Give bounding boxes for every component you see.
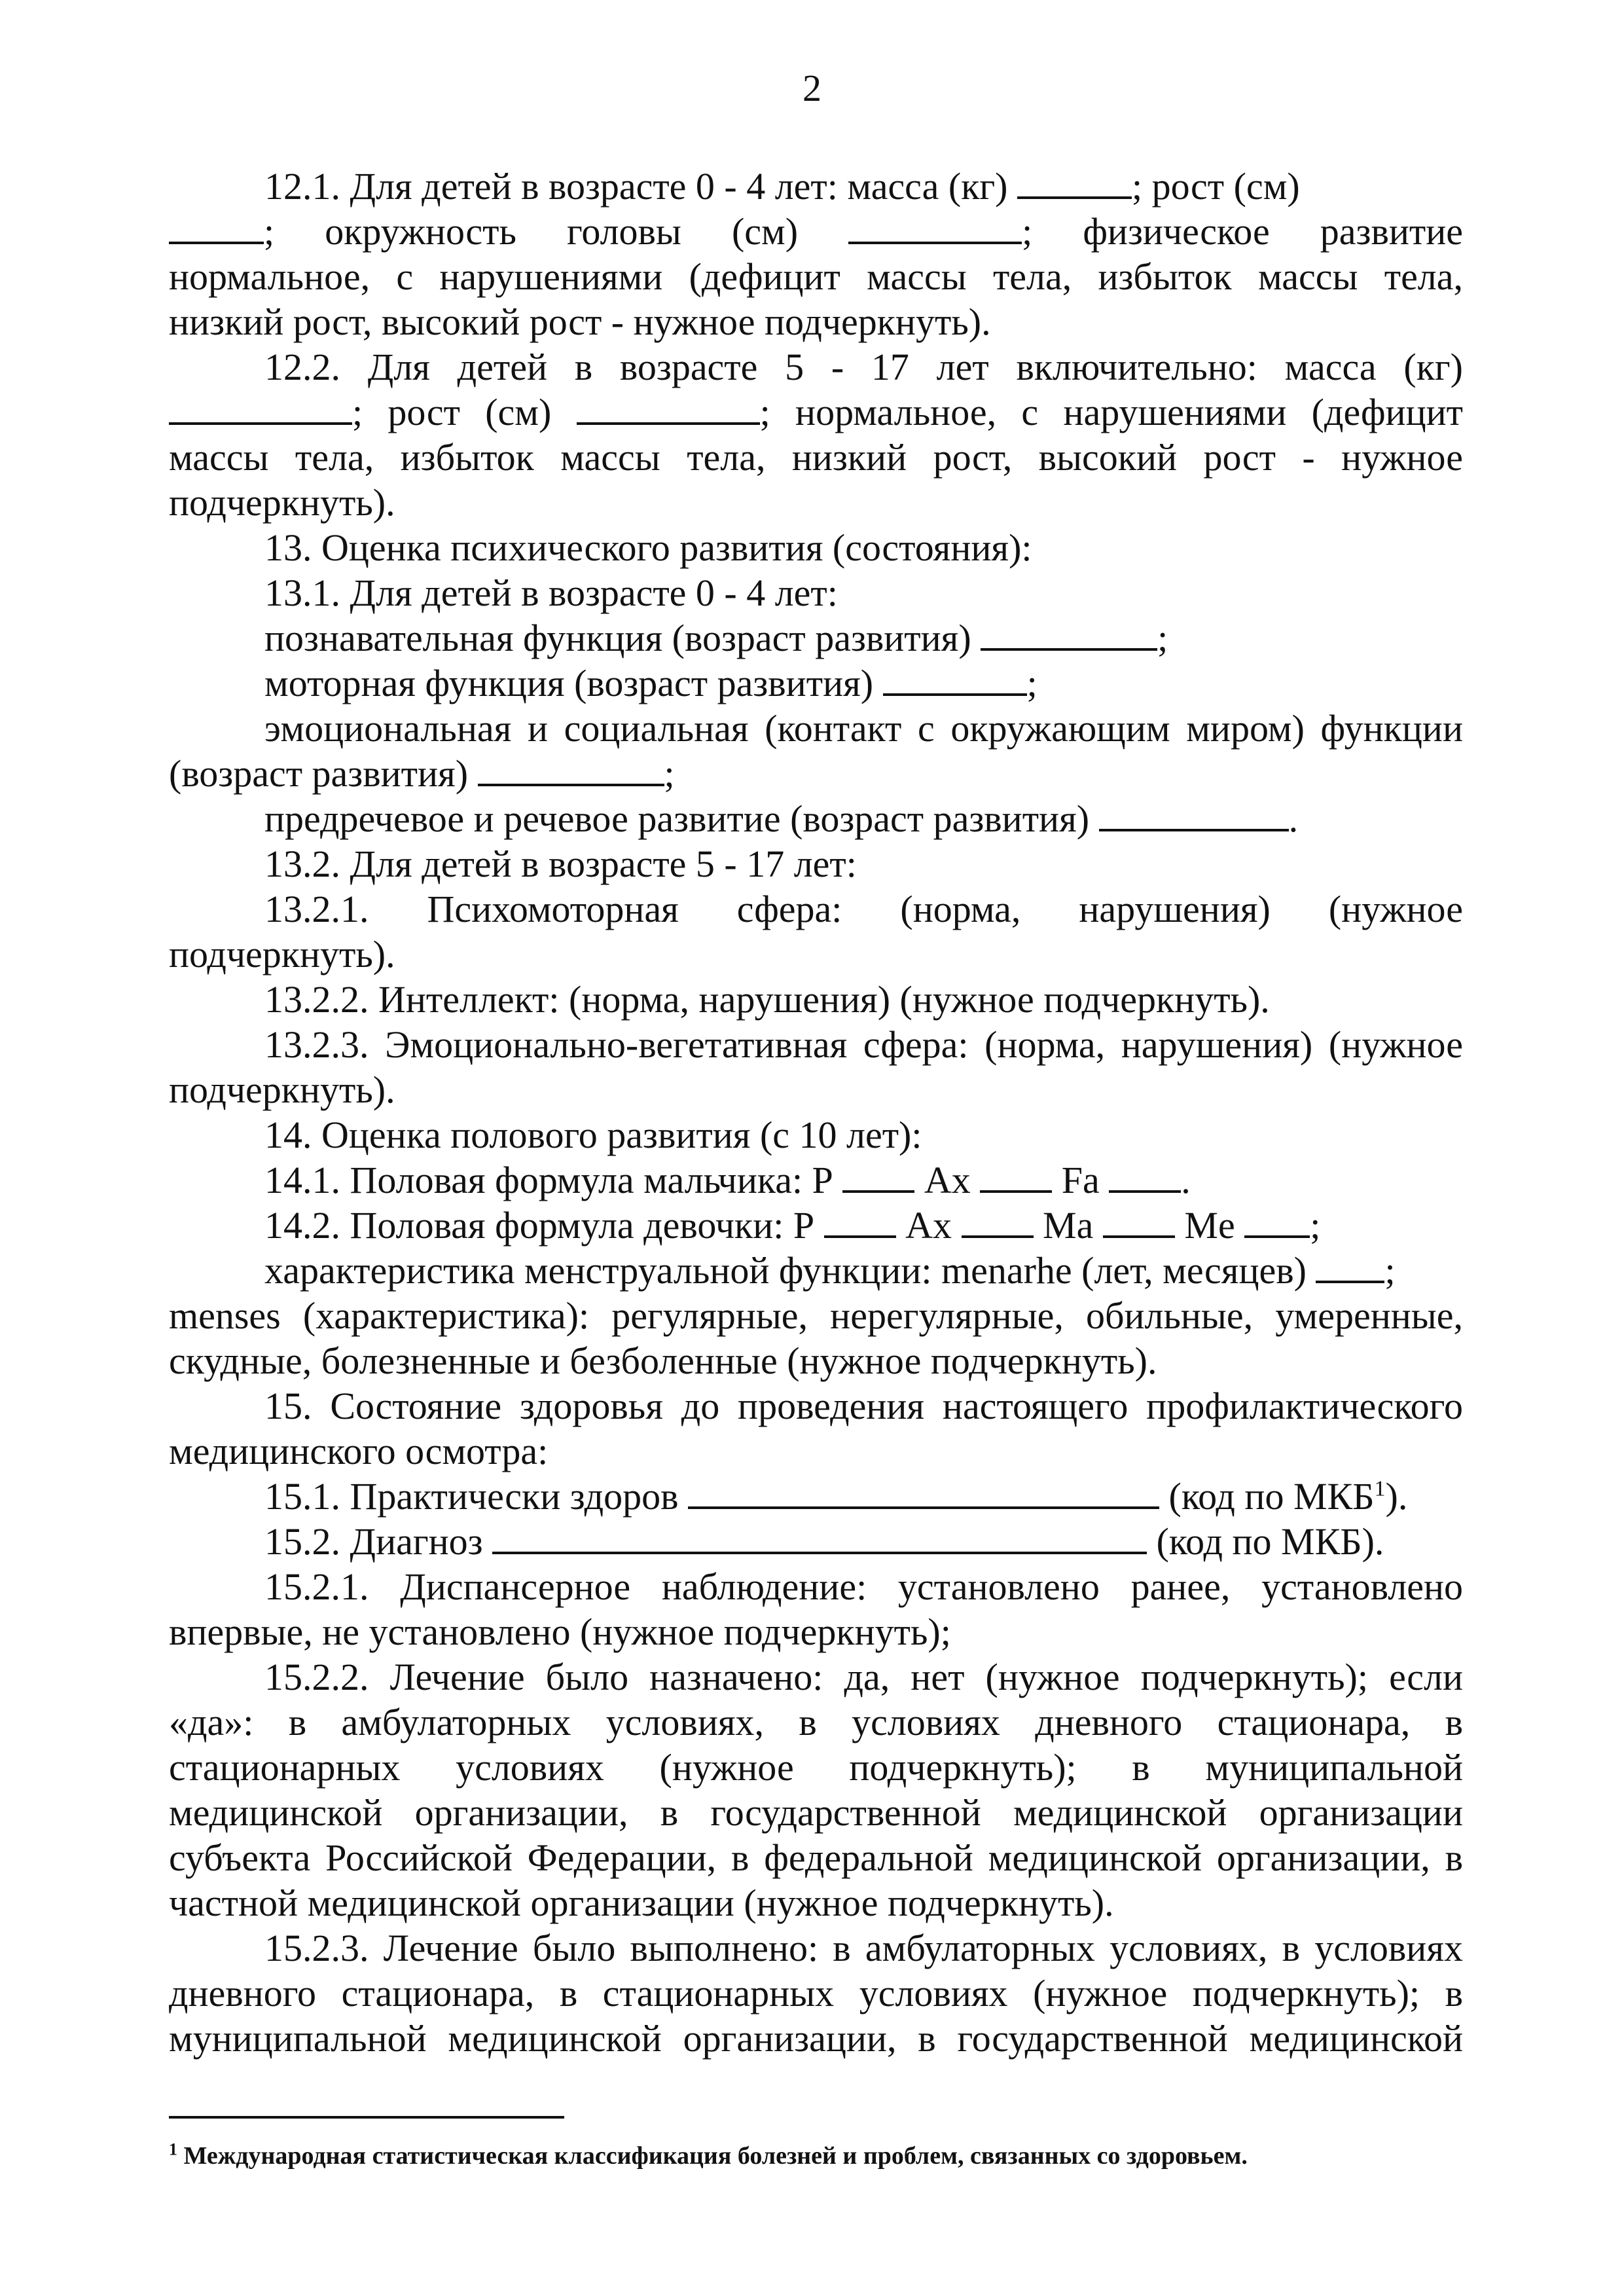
text-span: Fa: [1061, 1159, 1100, 1201]
footnote-marker: 1: [169, 2140, 177, 2159]
blank-field-mass[interactable]: [169, 393, 352, 425]
text-span: ;: [1310, 1204, 1321, 1247]
text-line: нормальное, с нарушениями (дефицит массы тела, избыток массы тела,: [169, 255, 1463, 298]
text-line: [169, 796, 1463, 841]
text-line: низкий рост, высокий рост - нужное подчеркнуть).: [169, 301, 991, 343]
text-line: впервые, не установлено (нужное подчеркнуть);: [169, 1611, 951, 1653]
text-span: 15.1. Практически здоров: [264, 1475, 679, 1518]
blank-field-height[interactable]: [169, 213, 264, 244]
blank-field-cognitive[interactable]: [981, 619, 1157, 651]
text-line: [169, 1248, 1463, 1293]
text-line: [169, 1157, 1463, 1203]
text-span: Me: [1184, 1204, 1235, 1247]
text-line: 15.2.2. Лечение было назначено: да, нет (нужное подчеркнуть); если: [264, 1656, 1463, 1698]
footnote-text: Международная статистическая классификация болезней и проблем, связанных со здоровьем.: [177, 2142, 1248, 2170]
blank-field-emotional[interactable]: [478, 755, 664, 786]
text-line: [169, 1474, 1463, 1519]
text-span: Ах: [905, 1204, 952, 1247]
text-span: Ма: [1043, 1204, 1094, 1247]
text-line: подчеркнуть).: [169, 1068, 395, 1111]
text-line: [169, 1203, 1463, 1248]
blank-field-diagnosis[interactable]: [492, 1523, 1147, 1554]
text-span: (возраст развития): [169, 752, 469, 795]
text-line: муниципальной медицинской организации, в государственной медицинской: [169, 2017, 1463, 2060]
blank-field-speech[interactable]: [1099, 800, 1289, 831]
blank-field-mass[interactable]: [1017, 168, 1132, 199]
text-line: 13.2. Для детей в возрасте 5 - 17 лет:: [264, 843, 857, 885]
text-line: [169, 390, 1463, 435]
text-line: скудные, болезненные и безболенные (нужное подчеркнуть).: [169, 1339, 1157, 1382]
text-span: ).: [1385, 1475, 1408, 1518]
text-line: 13.1. Для детей в возрасте 0 - 4 лет:: [264, 572, 838, 614]
blank-field-icd-code[interactable]: [688, 1478, 1159, 1509]
text-line: 13.2.3. Эмоционально-вегетативная сфера: (норма, нарушения) (нужное: [264, 1023, 1463, 1066]
text-line: [169, 164, 1463, 209]
text-span: 14.2. Половая формула девочки: Р: [264, 1204, 815, 1247]
blank-field-ma[interactable]: [1103, 1207, 1175, 1238]
text-line: медицинской организации, в государственной медицинской организации: [169, 1791, 1463, 1834]
text-line: 13. Оценка психического развития (состояния):: [264, 526, 1032, 569]
footnote-ref: 1: [1374, 1476, 1386, 1501]
blank-field-ax[interactable]: [962, 1207, 1034, 1238]
text-span: ; окружность головы (см): [264, 210, 799, 253]
blank-field-head-circumference[interactable]: [848, 213, 1022, 244]
text-span: ;: [1384, 1249, 1396, 1292]
blank-field-ax[interactable]: [980, 1161, 1052, 1193]
text-line: 12.2. Для детей в возрасте 5 - 17 лет включительно: масса (кг): [264, 346, 1463, 388]
text-line: эмоциональная и социальная (контакт с окружающим миром) функции: [264, 707, 1463, 750]
text-line: 13.2.2. Интеллект: (норма, нарушения) (нужное подчеркнуть).: [264, 978, 1270, 1021]
text-line: подчеркнуть).: [169, 933, 395, 975]
text-span: ;: [1026, 662, 1038, 704]
text-line: 15.2.1. Диспансерное наблюдение: установлено ранее, установлено: [264, 1565, 1463, 1608]
blank-field-motor[interactable]: [883, 665, 1027, 696]
text-line: [169, 1519, 1463, 1564]
text-line: [169, 661, 1463, 706]
text-span: познавательная функция (возраст развития): [264, 617, 971, 659]
footnote-divider: [169, 2116, 564, 2119]
text-span: моторная функция (возраст развития): [264, 662, 874, 704]
text-line: 13.2.1. Психомоторная сфера: (норма, нарушения) (нужное: [264, 888, 1463, 930]
text-span: ; нормальное, с нарушениями (дефицит: [759, 391, 1464, 433]
text-line: «да»: в амбулаторных условиях, в условиях дневного стационара, в: [169, 1701, 1463, 1743]
text-span: (код по МКБ: [1168, 1475, 1375, 1518]
text-span: 14.1. Половая формула мальчика: Р: [264, 1159, 833, 1201]
text-line: [169, 615, 1463, 661]
text-span: (код по МКБ).: [1156, 1520, 1384, 1563]
text-line: массы тела, избыток массы тела, низкий рост, высокий рост - нужное: [169, 436, 1463, 479]
text-line: 15.2.3. Лечение было выполнено: в амбулаторных условиях, в условиях: [264, 1927, 1463, 1969]
text-line: 15. Состояние здоровья до проведения настоящего профилактического: [264, 1385, 1463, 1427]
text-line: дневного стационара, в стационарных условиях (нужное подчеркнуть); в: [169, 1972, 1463, 2014]
blank-field-height[interactable]: [577, 393, 760, 425]
text-line: частной медицинской организации (нужное подчеркнуть).: [169, 1882, 1114, 1924]
text-span: 12.1. Для детей в возрасте 0 - 4 лет: масса (кг): [264, 165, 1008, 208]
text-span: ; физическое развитие: [1022, 210, 1463, 253]
blank-field-p[interactable]: [842, 1161, 914, 1193]
document-body: [169, 164, 1463, 2061]
text-line: menses (характеристика): регулярные, нерегулярные, обильные, умеренные,: [169, 1294, 1463, 1337]
text-span: ;: [664, 752, 675, 795]
blank-field-menarhe[interactable]: [1316, 1252, 1384, 1283]
text-line: [169, 209, 1463, 254]
blank-field-fa[interactable]: [1109, 1161, 1181, 1193]
text-span: предречевое и речевое развитие (возраст развития): [264, 797, 1090, 840]
text-span: ; рост (см): [1131, 165, 1300, 208]
text-span: .: [1181, 1159, 1191, 1201]
text-span: характеристика менструальной функции: menarhe (лет, месяцев): [264, 1249, 1307, 1292]
text-line: подчеркнуть).: [169, 481, 395, 524]
footnote: [169, 2140, 1463, 2172]
text-span: 15.2. Диагноз: [264, 1520, 483, 1563]
text-span: Ах: [924, 1159, 971, 1201]
page-number: 2: [803, 67, 821, 109]
text-line: субъекта Российской Федерации, в федеральной медицинской организации, в: [169, 1836, 1463, 1879]
text-line: [169, 751, 1463, 796]
text-span: ;: [1157, 617, 1168, 659]
text-line: 14. Оценка полового развития (с 10 лет):: [264, 1114, 922, 1156]
text-line: медицинского осмотра:: [169, 1430, 549, 1472]
text-span: .: [1288, 797, 1299, 840]
blank-field-p[interactable]: [824, 1207, 896, 1238]
text-line: стационарных условиях (нужное подчеркнуть); в муниципальной: [169, 1746, 1463, 1789]
blank-field-me[interactable]: [1244, 1207, 1310, 1238]
text-span: ; рост (см): [352, 391, 552, 433]
